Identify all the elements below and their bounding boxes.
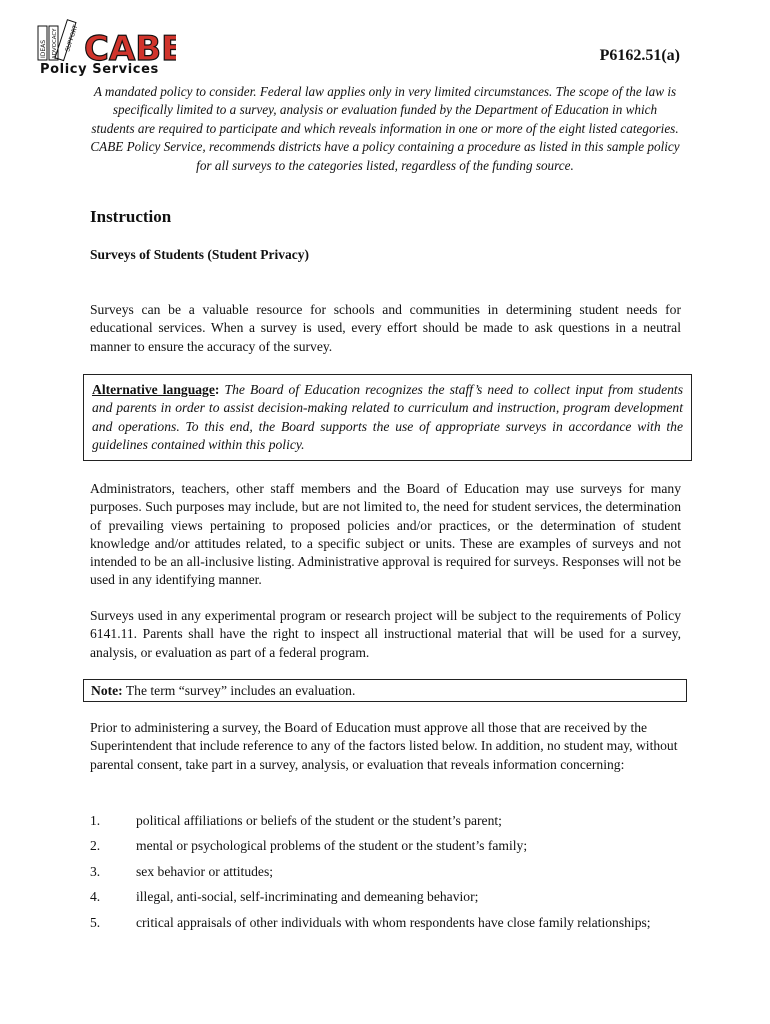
cabe-logo-icon	[36, 16, 176, 64]
list-text: critical appraisals of other individuals with whom respondents have close family relationships;	[136, 914, 651, 930]
list-item	[90, 888, 683, 906]
alt-language-text: The Board of Education recognizes the staff’s need to collect input from students and parents in order to assist decision-making related to curriculum and instruction, program development and operations. To this end, the Board supports the use of appropriate surveys in accordance with the guidelines contained within this policy.	[92, 382, 683, 452]
logo-policy-services: Policy Services	[40, 62, 159, 77]
logo-tag-support: SUPPORT	[64, 24, 80, 53]
list-number: 1.	[90, 813, 101, 828]
intro-note: A mandated policy to consider. Federal law applies only in very limited circumstances. The scope of the law is specifically limited to a survey, analysis or evaluation funded by the Department of Education in which students are required to participate and which reveals information in one or more of the eight listed categories. CABE Policy Service, recommends districts have a policy containing a procedure as listed in this sample policy for all surveys to the categories listed, regardless of the funding source.	[90, 84, 680, 173]
list-number: 3.	[90, 863, 101, 879]
alternative-language-box	[83, 374, 692, 461]
list-number: 2.	[90, 838, 101, 854]
list-number: 5.	[90, 914, 101, 930]
section-title: Instruction	[90, 207, 172, 226]
logo-tag-ideas: IDEAS	[40, 39, 47, 58]
paragraph-3: Surveys used in any experimental program or research project will be subject to the requirements of Policy 6141.11. Parents shall have the right to inspect all instructional material that will be used for a survey, analysis, or evaluation as part of a federal program.	[90, 608, 681, 660]
list-text: mental or psychological problems of the student or the student’s family;	[136, 838, 528, 854]
list-item	[90, 914, 683, 932]
alt-language-label: Alternative language	[92, 382, 215, 397]
list-item	[90, 837, 683, 855]
factor-list	[90, 812, 683, 939]
list-text: sex behavior or attitudes;	[136, 863, 274, 879]
paragraph-2: Administrators, teachers, other staff members and the Board of Education may use surveys for many purposes. Such purposes may include, but are not limited to, the need for student services, the determination of prevailing views pertaining to proposed policies and/or practices, or the determination of student knowledge and/or attitudes related, to a specific subject or units. These are examples of surveys and not intended to be an all-inclusive listing. Administrative approval is required for surveys. Responses will not be used in any identifying manner.	[90, 481, 681, 588]
list-item	[90, 812, 683, 830]
list-item	[90, 863, 683, 881]
logo-wordmark: CABE	[84, 29, 176, 64]
note-label: Note:	[91, 683, 123, 698]
subsection-title: Surveys of Students (Student Privacy)	[90, 247, 310, 262]
note-box	[83, 679, 687, 702]
list-text: political affiliations or beliefs of the student or the student’s parent;	[136, 813, 502, 828]
list-text: illegal, anti-social, self-incriminating and demeaning behavior;	[136, 889, 479, 905]
paragraph-1: Surveys can be a valuable resource for schools and communities in determining student needs for educational services. When a survey is used, every effort should be made to ask questions in a neutral manner to ensure the accuracy of the survey.	[90, 302, 681, 354]
paragraph-4: Prior to administering a survey, the Board of Education must approve all those that are received by the Superintendent that include reference to any of the factors listed below. In addition, no student may, without parental consent, take part in a survey, analysis, or evaluation that reveals information concerning:	[90, 720, 678, 772]
logo-tag-advocacy: ADVOCACY	[52, 28, 58, 59]
alt-language-colon: :	[214, 382, 220, 397]
policy-number: P6162.51(a)	[599, 47, 680, 64]
list-number: 4.	[90, 889, 101, 905]
note-text: The term “survey” includes an evaluation.	[122, 683, 356, 698]
